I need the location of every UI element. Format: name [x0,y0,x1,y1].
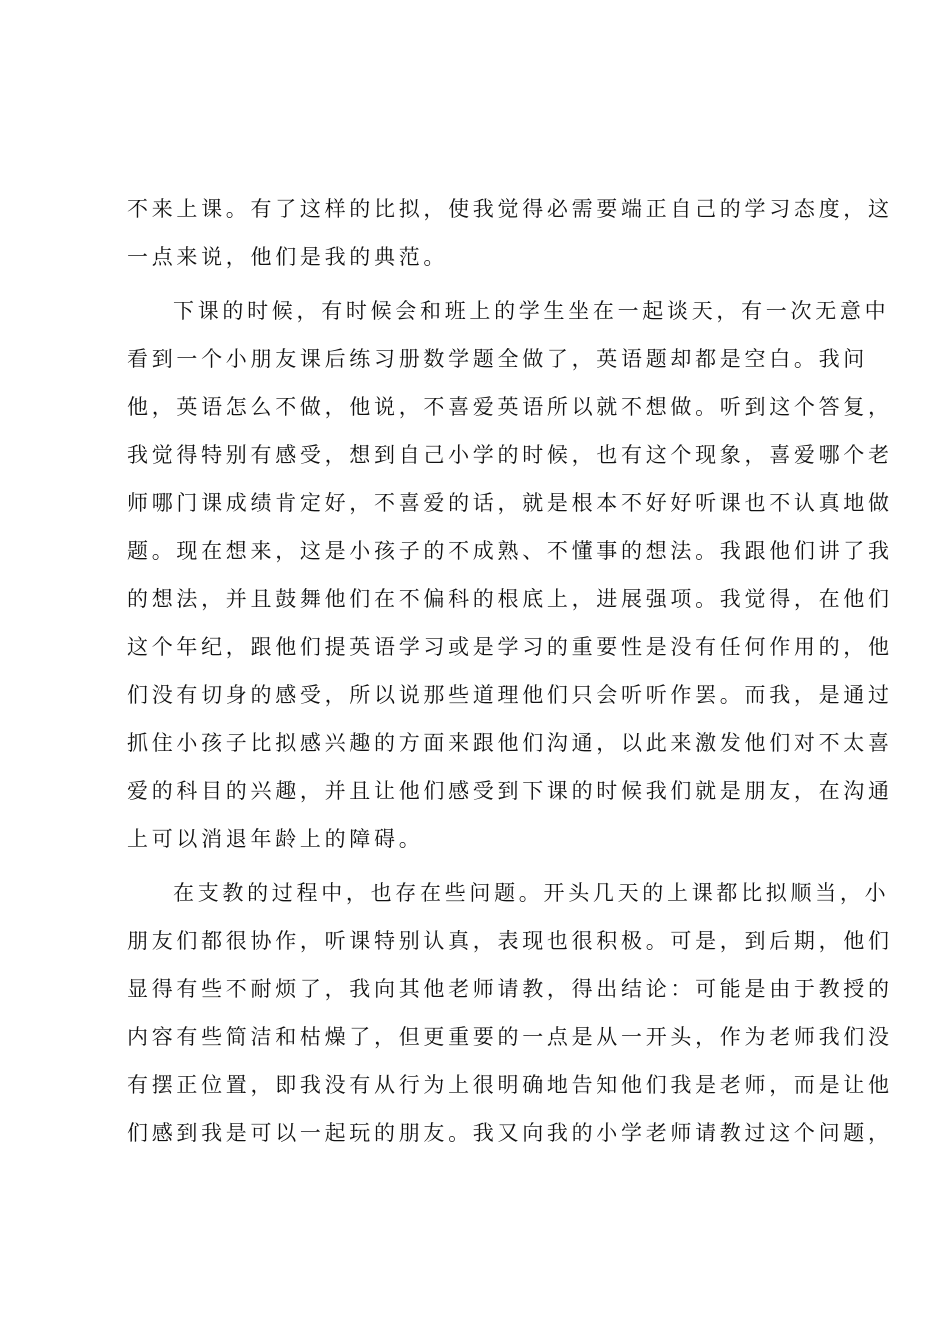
paragraph-1-line-1: 不来上课。有了这样的比拟，使我觉得必需要端正自己的学习态度，这 [127,197,893,221]
paragraph-3-line-5: 有摆正位置，即我没有从行为上很明确地告知他们我是老师，而是让他 [127,1073,893,1097]
paragraph-2-line-6: 题。现在想来，这是小孩子的不成熟、不懂事的想法。我跟他们讲了我 [127,539,893,563]
paragraph-2-line-9: 们没有切身的感受，所以说那些道理他们只会听听作罢。而我，是通过 [127,683,893,707]
paragraph-3-line-2: 朋友们都很协作，听课特别认真，表现也很积极。可是，到后期，他们 [127,929,893,953]
paragraph-2-line-8: 这个年纪，跟他们提英语学习或是学习的重要性是没有任何作用的，他 [127,635,893,659]
paragraph-2-line-1: 下课的时候，有时候会和班上的学生坐在一起谈天，有一次无意中 [173,299,890,323]
paragraph-2-line-3: 他，英语怎么不做，他说，不喜爱英语所以就不想做。听到这个答复， [127,395,893,419]
paragraph-2-line-4: 我觉得特别有感受，想到自己小学的时候，也有这个现象，喜爱哪个老 [127,443,893,467]
paragraph-2-line-12: 上可以消退年龄上的障碍。 [127,827,424,851]
paragraph-2-line-2: 看到一个小朋友课后练习册数学题全做了，英语题却都是空白。我问 [127,347,868,371]
paragraph-3-line-4: 内容有些简洁和枯燥了，但更重要的一点是从一开头，作为老师我们没 [127,1025,893,1049]
paragraph-2-line-5: 师哪门课成绩肯定好，不喜爱的话，就是根本不好好听课也不认真地做 [127,491,893,515]
document-body [127,185,893,1157]
paragraph-2-line-11: 爱的科目的兴趣，并且让他们感受到下课的时候我们就是朋友，在沟通 [127,779,893,803]
paragraph-2-line-7: 的想法，并且鼓舞他们在不偏科的根底上，进展强项。我觉得，在他们 [127,587,893,611]
paragraph-3-line-1: 在支教的过程中，也存在些问题。开头几天的上课都比拟顺当，小 [173,881,890,905]
paragraph-2-line-10: 抓住小孩子比拟感兴趣的方面来跟他们沟通，以此来激发他们对不太喜 [127,731,893,755]
paragraph-3-line-6: 们感到我是可以一起玩的朋友。我又向我的小学老师请教过这个问题， [127,1121,893,1145]
paragraph-3-line-3: 显得有些不耐烦了，我向其他老师请教，得出结论：可能是由于教授的 [127,977,893,1001]
paragraph-1-line-2: 一点来说，他们是我的典范。 [127,245,449,269]
